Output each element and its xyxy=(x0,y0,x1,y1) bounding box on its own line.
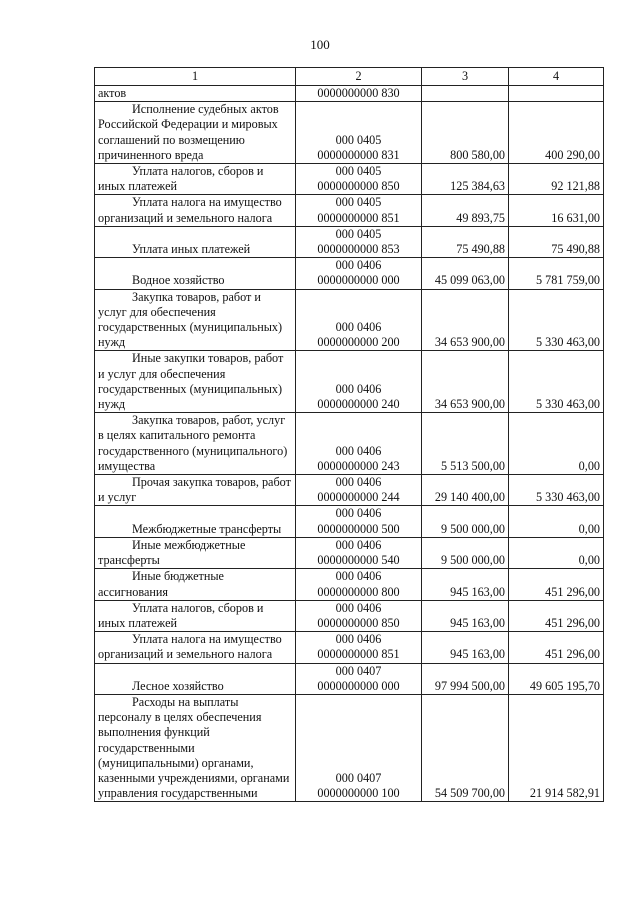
row-code: 000 0407 0000000000 000 xyxy=(296,663,422,694)
row-name: Расходы на выплаты персоналу в целях обеспечения выполнения функций государственными (муниципальными) органами, казенными учреждениями, органами управления государственными xyxy=(98,694,290,801)
row-name-cell xyxy=(95,537,296,568)
table-row xyxy=(95,195,604,226)
row-name: Лесное хозяйство xyxy=(132,678,224,693)
table-row xyxy=(95,694,604,801)
row-value-col3: 9 500 000,00 xyxy=(422,506,509,537)
row-value-col4: 75 490,88 xyxy=(509,226,604,257)
row-code: 000 0405 0000000000 851 xyxy=(296,195,422,226)
row-value-col3 xyxy=(422,86,509,102)
row-code: 000 0406 0000000000 540 xyxy=(296,537,422,568)
row-value-col4: 0,00 xyxy=(509,413,604,475)
row-name: Уплата налога на имущество организаций и земельного налога xyxy=(98,632,282,662)
row-name: Закупка товаров, работ и услуг для обеспечения государственных (муниципальных) нужд xyxy=(98,289,283,350)
row-value-col4: 92 121,88 xyxy=(509,164,604,195)
row-value-col3: 945 163,00 xyxy=(422,600,509,631)
row-name-cell xyxy=(95,351,296,413)
row-name: актов xyxy=(98,86,127,100)
table-row xyxy=(95,475,604,506)
table-row xyxy=(95,632,604,663)
row-value-col4: 451 296,00 xyxy=(509,632,604,663)
table-row xyxy=(95,506,604,537)
column-header-2: 2 xyxy=(296,68,422,86)
row-code: 000 0405 0000000000 850 xyxy=(296,164,422,195)
budget-table xyxy=(94,67,604,802)
row-value-col4: 0,00 xyxy=(509,537,604,568)
row-name: Межбюджетные трансферты xyxy=(132,521,282,536)
table-row xyxy=(95,86,604,102)
row-code: 000 0406 0000000000 000 xyxy=(296,258,422,289)
table-row xyxy=(95,600,604,631)
row-name-cell xyxy=(95,694,296,801)
row-value-col4: 5 330 463,00 xyxy=(509,475,604,506)
table-row xyxy=(95,164,604,195)
row-code: 000 0406 0000000000 244 xyxy=(296,475,422,506)
table-row xyxy=(95,289,604,351)
row-name-cell xyxy=(95,475,296,506)
table-header xyxy=(95,68,604,86)
row-code: 0000000000 830 xyxy=(296,86,422,102)
row-code: 000 0405 0000000000 853 xyxy=(296,226,422,257)
row-value-col4: 16 631,00 xyxy=(509,195,604,226)
row-code: 000 0406 0000000000 800 xyxy=(296,569,422,600)
row-value-col4 xyxy=(509,86,604,102)
row-name: Прочая закупка товаров, работ и услуг xyxy=(98,475,291,505)
row-value-col3: 945 163,00 xyxy=(422,569,509,600)
row-name-cell xyxy=(95,600,296,631)
row-name-cell xyxy=(95,86,296,102)
row-code: 000 0406 0000000000 850 xyxy=(296,600,422,631)
row-value-col3: 9 500 000,00 xyxy=(422,537,509,568)
row-name: Уплата налогов, сборов и иных платежей xyxy=(98,600,264,630)
row-name: Закупка товаров, работ, услуг в целях капитального ремонта государственного (муниципального) имущества xyxy=(98,413,288,473)
table-row xyxy=(95,351,604,413)
row-value-col3: 125 384,63 xyxy=(422,164,509,195)
row-value-col4: 5 781 759,00 xyxy=(509,258,604,289)
table-row xyxy=(95,569,604,600)
page-number: 100 xyxy=(310,37,330,52)
row-name: Исполнение судебных актов Российской Федерации и мировых соглашений по возмещению причиненного вреда xyxy=(98,102,279,162)
row-code: 000 0406 0000000000 200 xyxy=(296,289,422,351)
table-row xyxy=(95,226,604,257)
row-name: Иные бюджетные ассигнования xyxy=(98,569,224,599)
row-code: 000 0406 0000000000 851 xyxy=(296,632,422,663)
row-value-col3: 34 653 900,00 xyxy=(422,289,509,351)
table-row xyxy=(95,258,604,289)
table-row xyxy=(95,537,604,568)
row-value-col3: 54 509 700,00 xyxy=(422,694,509,801)
row-value-col4: 451 296,00 xyxy=(509,569,604,600)
row-name: Иные межбюджетные трансферты xyxy=(98,537,246,568)
column-header-3: 3 xyxy=(422,68,509,86)
row-name-cell xyxy=(95,663,296,694)
column-header-1: 1 xyxy=(95,68,296,86)
row-code: 000 0406 0000000000 240 xyxy=(296,351,422,413)
row-name-cell xyxy=(95,413,296,475)
row-name-cell xyxy=(95,258,296,289)
row-value-col3: 800 580,00 xyxy=(422,102,509,164)
row-name-cell xyxy=(95,506,296,537)
row-code: 000 0406 0000000000 243 xyxy=(296,413,422,475)
row-name: Уплата налога на имущество организаций и земельного налога xyxy=(98,195,282,225)
row-name-cell xyxy=(95,289,296,351)
row-value-col3: 34 653 900,00 xyxy=(422,351,509,413)
table-row xyxy=(95,663,604,694)
row-value-col4: 21 914 582,91 xyxy=(509,694,604,801)
table-body xyxy=(95,86,604,802)
row-name-cell xyxy=(95,226,296,257)
row-value-col4: 5 330 463,00 xyxy=(509,351,604,413)
row-name-cell xyxy=(95,102,296,164)
row-value-col4: 49 605 195,70 xyxy=(509,663,604,694)
row-value-col4: 5 330 463,00 xyxy=(509,289,604,351)
column-header-4: 4 xyxy=(509,68,604,86)
row-value-col3: 5 513 500,00 xyxy=(422,413,509,475)
row-value-col3: 29 140 400,00 xyxy=(422,475,509,506)
row-name: Уплата иных платежей xyxy=(132,242,251,257)
row-value-col3: 45 099 063,00 xyxy=(422,258,509,289)
row-value-col3: 49 893,75 xyxy=(422,195,509,226)
row-value-col3: 945 163,00 xyxy=(422,632,509,663)
row-code: 000 0406 0000000000 500 xyxy=(296,506,422,537)
row-name: Уплата налогов, сборов и иных платежей xyxy=(98,164,264,194)
row-name-cell xyxy=(95,569,296,600)
header-row xyxy=(95,68,604,86)
row-value-col4: 0,00 xyxy=(509,506,604,537)
table-row xyxy=(95,413,604,475)
row-value-col3: 75 490,88 xyxy=(422,226,509,257)
table-row xyxy=(95,102,604,164)
row-value-col4: 400 290,00 xyxy=(509,102,604,164)
row-code: 000 0407 0000000000 100 xyxy=(296,694,422,801)
row-name-cell xyxy=(95,195,296,226)
row-name-cell xyxy=(95,164,296,195)
row-value-col3: 97 994 500,00 xyxy=(422,663,509,694)
row-code: 000 0405 0000000000 831 xyxy=(296,102,422,164)
row-name: Водное хозяйство xyxy=(132,273,225,288)
row-name-cell xyxy=(95,632,296,663)
row-name: Иные закупки товаров, работ и услуг для обеспечения государственных (муниципальных) нужд xyxy=(98,351,284,412)
row-value-col4: 451 296,00 xyxy=(509,600,604,631)
